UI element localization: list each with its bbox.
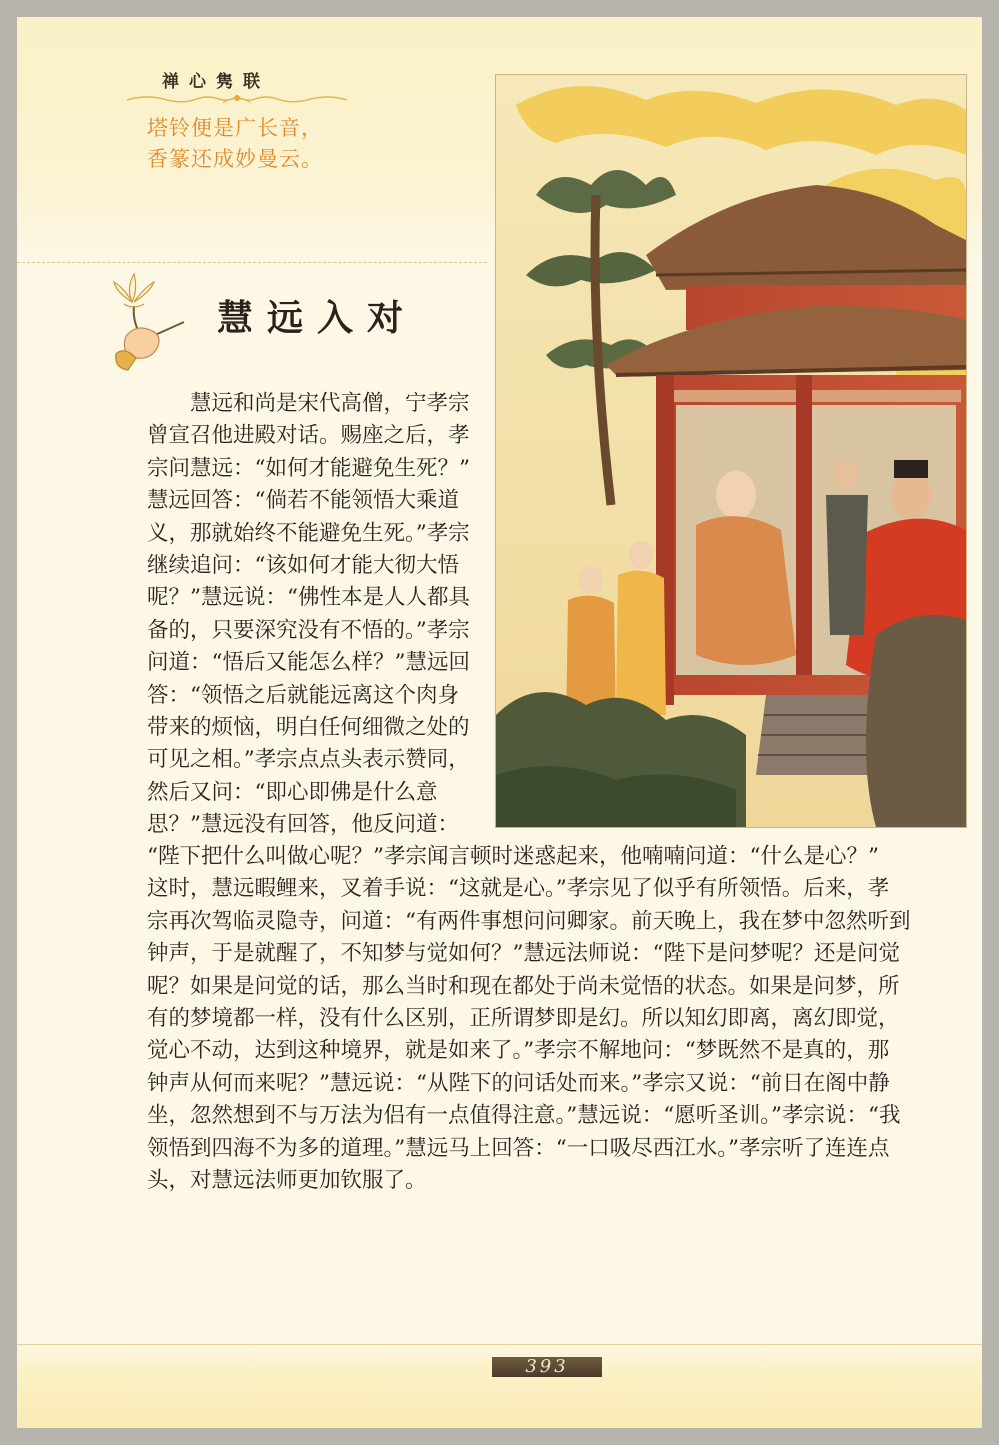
body-column-text [147,388,470,842]
body-line: 钟声从何而来呢？”慧远说：“从陛下的问话处而来。”孝宗又说：“前日在阁中静 [147,1070,890,1096]
page-title: 慧远入对 [217,297,418,339]
header-divider [17,262,487,263]
body-line: 备的，只要深究没有不悟的。”孝宗 [147,617,470,643]
couplet-line-1: 塔铃便是广长音， [147,116,323,140]
body-line: 可见之相。”孝宗点点头表示赞同， [147,747,470,773]
body-line: 这时，慧远暇鲤来，叉着手说：“这就是心。”孝宗见了似乎有所领悟。后来，孝 [147,876,890,902]
footer-band [17,1339,982,1428]
body-line: 答：“领悟之后就能远离这个肉身 [147,682,459,708]
body-line: 然后又问：“即心即佛是什么意 [147,779,438,805]
page-number: 393 [492,1357,602,1377]
running-head: 禅心隽联 [162,72,270,92]
body-line: 问道：“悟后又能怎么样？”慧远回 [147,650,470,676]
body-line: 慧远和尚是宋代高僧，宁孝宗 [147,391,470,416]
couplet-line-2: 香篆还成妙曼云。 [147,147,323,171]
body-line: 带来的烦恼，明白任何细微之处的 [147,715,470,741]
body-line: 呢？如果是问觉的话，那么当时和现在都处于尚未觉悟的状态。如果是问梦，所 [147,973,900,999]
book-page [17,17,982,1428]
lotus-hand-icon [102,262,192,372]
body-line: 思？”慧远没有回答，他反问道： [147,812,459,838]
body-line: 坐，忽然想到不与万法为侣有一点值得注意。”慧远说：“愿听圣训。”孝宗说：“我 [147,1103,901,1129]
illustration-painting [495,74,967,828]
body-line: 继续追问：“该如何才能大彻大悟 [147,553,459,579]
footer-divider [17,1344,982,1345]
body-line: 钟声，于是就醒了，不知梦与觉如何？”慧远法师说：“陛下是问梦呢？还是问觉 [147,941,900,967]
body-line: 慧远回答：“倘若不能领悟大乘道 [147,488,459,514]
body-line: 领悟到四海不为多的道理。”慧远马上回答：“一口吸尽西江水。”孝宗听了连连点 [147,1135,890,1161]
couplet [147,113,323,175]
body-line: “陛下把什么叫做心呢？”孝宗闻言顿时迷惑起来，他喃喃问道：“什么是心？” [147,844,879,869]
cloud-ornament-icon [127,91,347,107]
body-line: 宗再次驾临灵隐寺，问道：“有两件事想问问卿家。前天晚上，我在梦中忽然听到 [147,908,911,934]
body-line: 有的梦境都一样，没有什么区别，正所谓梦即是幻。所以知幻即离，离幻即觉， [147,1006,900,1032]
body-line: 宗问慧远：“如何才能避免生死？” [147,455,470,481]
body-line: 头，对慧远法师更加钦服了。 [147,1168,427,1194]
body-line: 曾宣召他进殿对话。赐座之后，孝 [147,423,470,449]
body-line: 觉心不动，达到这种境界，就是如来了。”孝宗不解地问：“梦既然不是真的，那 [147,1038,890,1064]
body-full-text [147,841,911,1197]
body-line: 义，那就始终不能避免生死。”孝宗 [147,520,470,546]
body-line: 呢？”慧远说：“佛性本是人人都具 [147,585,470,611]
